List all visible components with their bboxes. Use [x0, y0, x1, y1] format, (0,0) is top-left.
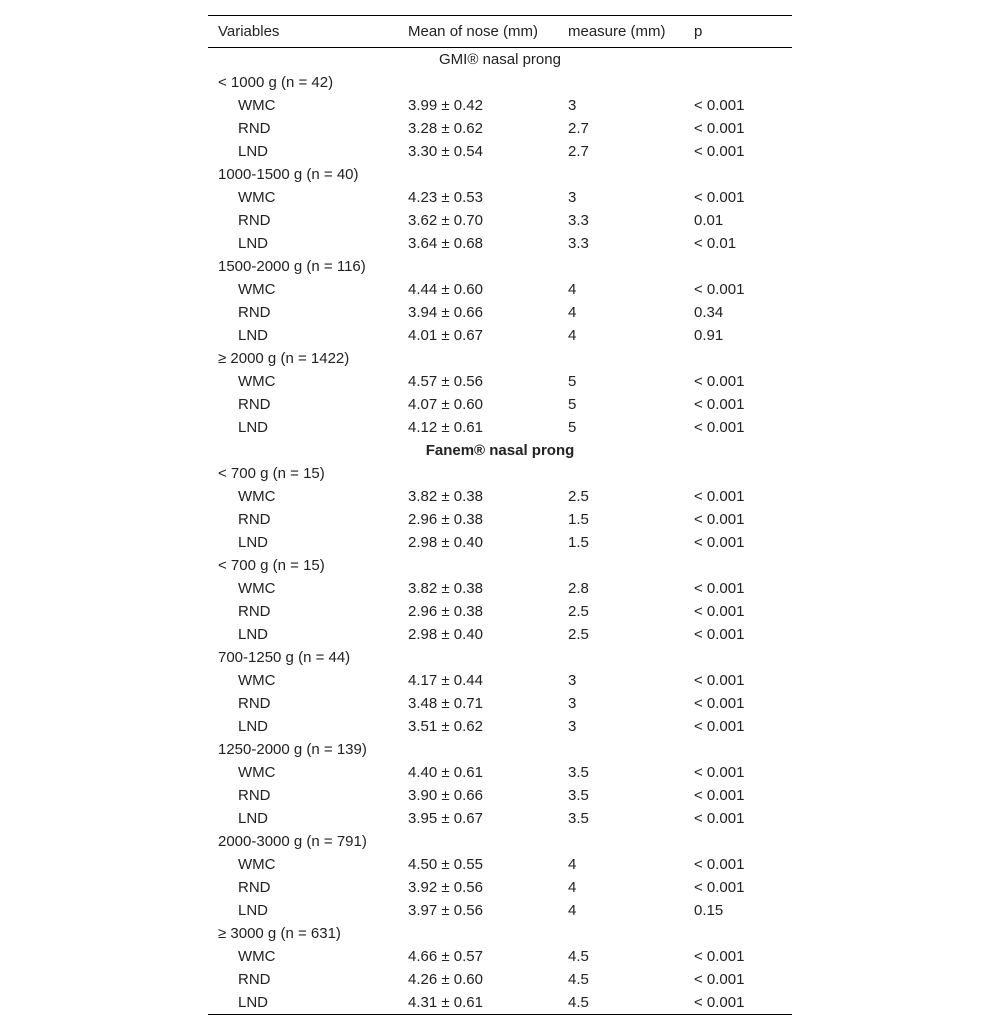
cell-variable: LND — [238, 902, 269, 919]
cell-mean: 3.94 ± 0.66 — [408, 304, 483, 321]
cell-mean: 3.48 ± 0.71 — [408, 695, 483, 712]
table-row — [208, 623, 792, 646]
cell-mean: 2.98 ± 0.40 — [408, 534, 483, 551]
group-label: < 700 g (n = 15) — [218, 465, 325, 482]
cell-variable: WMC — [238, 488, 276, 505]
cell-mean: 3.97 ± 0.56 — [408, 902, 483, 919]
cell-p-value: < 0.001 — [694, 718, 745, 735]
cell-measure: 2.8 — [568, 580, 589, 597]
group-row — [208, 738, 792, 761]
cell-variable: LND — [238, 143, 269, 160]
table-row — [208, 899, 792, 922]
cell-measure: 1.5 — [568, 534, 589, 551]
group-row — [208, 163, 792, 186]
cell-mean: 3.82 ± 0.38 — [408, 488, 483, 505]
cell-p-value: < 0.001 — [694, 396, 745, 413]
header-mean: Mean of nose (mm) — [408, 23, 539, 40]
table-header — [208, 16, 792, 48]
table-row — [208, 531, 792, 554]
cell-variable: LND — [238, 419, 269, 436]
cell-measure: 1.5 — [568, 511, 589, 528]
cell-measure: 3.5 — [568, 810, 589, 827]
cell-mean: 2.96 ± 0.38 — [408, 603, 483, 620]
group-label: 1250-2000 g (n = 139) — [218, 741, 367, 758]
table-row — [208, 508, 792, 531]
table-row — [208, 324, 792, 347]
table-row — [208, 945, 792, 968]
cell-p-value: 0.15 — [694, 902, 724, 919]
cell-measure: 3.3 — [568, 235, 589, 252]
cell-p-value: < 0.001 — [694, 373, 745, 390]
cell-p-value: < 0.001 — [694, 603, 745, 620]
section-row — [208, 48, 792, 72]
cell-mean: 3.28 ± 0.62 — [408, 120, 483, 137]
cell-p-value: 0.91 — [694, 327, 724, 344]
nasal-prong-measurements-table — [208, 15, 792, 1015]
cell-p-value: < 0.01 — [694, 235, 737, 252]
cell-measure: 4 — [568, 304, 577, 321]
group-row — [208, 554, 792, 577]
cell-p-value: 0.01 — [694, 212, 724, 229]
cell-variable: RND — [238, 695, 271, 712]
table-row — [208, 968, 792, 991]
cell-mean: 3.92 ± 0.56 — [408, 879, 483, 896]
group-label: ≥ 2000 g (n = 1422) — [218, 350, 350, 367]
cell-mean: 4.23 ± 0.53 — [408, 189, 483, 206]
cell-variable: LND — [238, 810, 269, 827]
cell-variable: RND — [238, 603, 271, 620]
cell-mean: 3.62 ± 0.70 — [408, 212, 483, 229]
table-row — [208, 577, 792, 600]
group-row — [208, 830, 792, 853]
cell-p-value: < 0.001 — [694, 281, 745, 298]
cell-mean: 3.30 ± 0.54 — [408, 143, 483, 160]
table-row — [208, 761, 792, 784]
group-row — [208, 922, 792, 945]
cell-p-value: 0.34 — [694, 304, 724, 321]
table-row — [208, 669, 792, 692]
cell-mean: 4.17 ± 0.44 — [408, 672, 483, 689]
cell-measure: 5 — [568, 373, 577, 390]
cell-measure: 3 — [568, 672, 577, 689]
cell-mean: 4.26 ± 0.60 — [408, 971, 483, 988]
group-label: 1500-2000 g (n = 116) — [218, 258, 366, 275]
cell-measure: 2.5 — [568, 626, 589, 643]
table-row — [208, 393, 792, 416]
cell-measure: 4 — [568, 856, 577, 873]
cell-measure: 4 — [568, 327, 577, 344]
cell-variable: RND — [238, 120, 271, 137]
section-row — [208, 439, 792, 462]
cell-p-value: < 0.001 — [694, 419, 745, 436]
table-row — [208, 485, 792, 508]
cell-variable: WMC — [238, 672, 276, 689]
cell-measure: 3 — [568, 695, 577, 712]
cell-mean: 4.57 ± 0.56 — [408, 373, 483, 390]
cell-mean: 4.31 ± 0.61 — [408, 994, 483, 1011]
cell-p-value: < 0.001 — [694, 810, 745, 827]
cell-p-value: < 0.001 — [694, 120, 745, 137]
cell-p-value: < 0.001 — [694, 695, 745, 712]
cell-mean: 3.90 ± 0.66 — [408, 787, 483, 804]
table-row — [208, 600, 792, 623]
cell-variable: LND — [238, 534, 269, 551]
cell-variable: WMC — [238, 764, 276, 781]
cell-p-value: < 0.001 — [694, 971, 745, 988]
cell-p-value: < 0.001 — [694, 511, 745, 528]
cell-measure: 3 — [568, 97, 577, 114]
cell-p-value: < 0.001 — [694, 879, 745, 896]
cell-measure: 4.5 — [568, 994, 589, 1011]
cell-measure: 3 — [568, 718, 577, 735]
cell-measure: 4.5 — [568, 948, 589, 965]
cell-mean: 4.50 ± 0.55 — [408, 856, 483, 873]
cell-mean: 3.82 ± 0.38 — [408, 580, 483, 597]
group-row — [208, 462, 792, 485]
cell-mean: 2.98 ± 0.40 — [408, 626, 483, 643]
cell-variable: LND — [238, 235, 269, 252]
cell-p-value: < 0.001 — [694, 994, 745, 1011]
cell-p-value: < 0.001 — [694, 488, 745, 505]
cell-p-value: < 0.001 — [694, 764, 745, 781]
header-measure: measure (mm) — [568, 23, 666, 40]
cell-measure: 2.5 — [568, 603, 589, 620]
group-row — [208, 347, 792, 370]
cell-variable: LND — [238, 994, 269, 1011]
cell-measure: 3.5 — [568, 764, 589, 781]
cell-measure: 2.5 — [568, 488, 589, 505]
cell-p-value: < 0.001 — [694, 626, 745, 643]
cell-variable: WMC — [238, 373, 276, 390]
cell-variable: RND — [238, 971, 271, 988]
cell-mean: 3.51 ± 0.62 — [408, 718, 483, 735]
cell-variable: LND — [238, 327, 269, 344]
cell-measure: 4 — [568, 879, 577, 896]
cell-variable: WMC — [238, 97, 276, 114]
cell-variable: LND — [238, 626, 269, 643]
cell-p-value: < 0.001 — [694, 143, 745, 160]
cell-measure: 4.5 — [568, 971, 589, 988]
group-label: 2000-3000 g (n = 791) — [218, 833, 367, 850]
table-row — [208, 991, 792, 1015]
cell-variable: RND — [238, 304, 271, 321]
group-label: 1000-1500 g (n = 40) — [218, 166, 359, 183]
group-row — [208, 71, 792, 94]
table-row — [208, 807, 792, 830]
cell-variable: RND — [238, 879, 271, 896]
cell-variable: WMC — [238, 856, 276, 873]
cell-mean: 4.12 ± 0.61 — [408, 419, 483, 436]
cell-mean: 4.40 ± 0.61 — [408, 764, 483, 781]
cell-measure: 5 — [568, 419, 577, 436]
table-row — [208, 140, 792, 163]
table-row — [208, 186, 792, 209]
cell-mean: 3.95 ± 0.67 — [408, 810, 483, 827]
cell-mean: 4.44 ± 0.60 — [408, 281, 483, 298]
cell-measure: 2.7 — [568, 120, 589, 137]
table-row — [208, 715, 792, 738]
section-title: Fanem® nasal prong — [425, 442, 575, 459]
cell-p-value: < 0.001 — [694, 856, 745, 873]
table-row — [208, 692, 792, 715]
cell-measure: 3.5 — [568, 787, 589, 804]
cell-variable: WMC — [238, 948, 276, 965]
cell-measure: 2.7 — [568, 143, 589, 160]
group-label: ≥ 3000 g (n = 631) — [218, 925, 341, 942]
results-table-container — [208, 15, 792, 1015]
cell-p-value: < 0.001 — [694, 787, 745, 804]
header-p: p — [694, 23, 703, 40]
table-row — [208, 117, 792, 140]
cell-measure: 4 — [568, 281, 577, 298]
cell-variable: RND — [238, 396, 271, 413]
group-label: 700-1250 g (n = 44) — [218, 649, 351, 666]
cell-variable: LND — [238, 718, 269, 735]
cell-p-value: < 0.001 — [694, 189, 745, 206]
cell-mean: 3.64 ± 0.68 — [408, 235, 483, 252]
table-row — [208, 876, 792, 899]
cell-p-value: < 0.001 — [694, 948, 745, 965]
cell-measure: 3.3 — [568, 212, 589, 229]
table-row — [208, 853, 792, 876]
cell-p-value: < 0.001 — [694, 534, 745, 551]
group-label: < 700 g (n = 15) — [218, 557, 325, 574]
table-row — [208, 209, 792, 232]
cell-mean: 4.01 ± 0.67 — [408, 327, 483, 344]
table-row — [208, 416, 792, 439]
group-row — [208, 255, 792, 278]
table-row — [208, 301, 792, 324]
cell-mean: 4.07 ± 0.60 — [408, 396, 483, 413]
group-label: < 1000 g (n = 42) — [218, 74, 334, 91]
cell-p-value: < 0.001 — [694, 580, 745, 597]
cell-mean: 3.99 ± 0.42 — [408, 97, 483, 114]
cell-measure: 5 — [568, 396, 577, 413]
header-variables: Variables — [218, 23, 280, 40]
cell-variable: RND — [238, 787, 271, 804]
cell-measure: 4 — [568, 902, 577, 919]
cell-p-value: < 0.001 — [694, 97, 745, 114]
cell-measure: 3 — [568, 189, 577, 206]
section-title: GMI® nasal prong — [439, 51, 561, 68]
cell-variable: WMC — [238, 189, 276, 206]
cell-variable: RND — [238, 212, 271, 229]
table-row — [208, 94, 792, 117]
cell-mean: 4.66 ± 0.57 — [408, 948, 483, 965]
group-row — [208, 646, 792, 669]
cell-variable: WMC — [238, 580, 276, 597]
table-row — [208, 278, 792, 301]
cell-mean: 2.96 ± 0.38 — [408, 511, 483, 528]
table-row — [208, 232, 792, 255]
cell-variable: RND — [238, 511, 271, 528]
table-row — [208, 370, 792, 393]
table-body — [208, 48, 792, 1015]
cell-p-value: < 0.001 — [694, 672, 745, 689]
cell-variable: WMC — [238, 281, 276, 298]
table-row — [208, 784, 792, 807]
header-row — [208, 16, 792, 48]
